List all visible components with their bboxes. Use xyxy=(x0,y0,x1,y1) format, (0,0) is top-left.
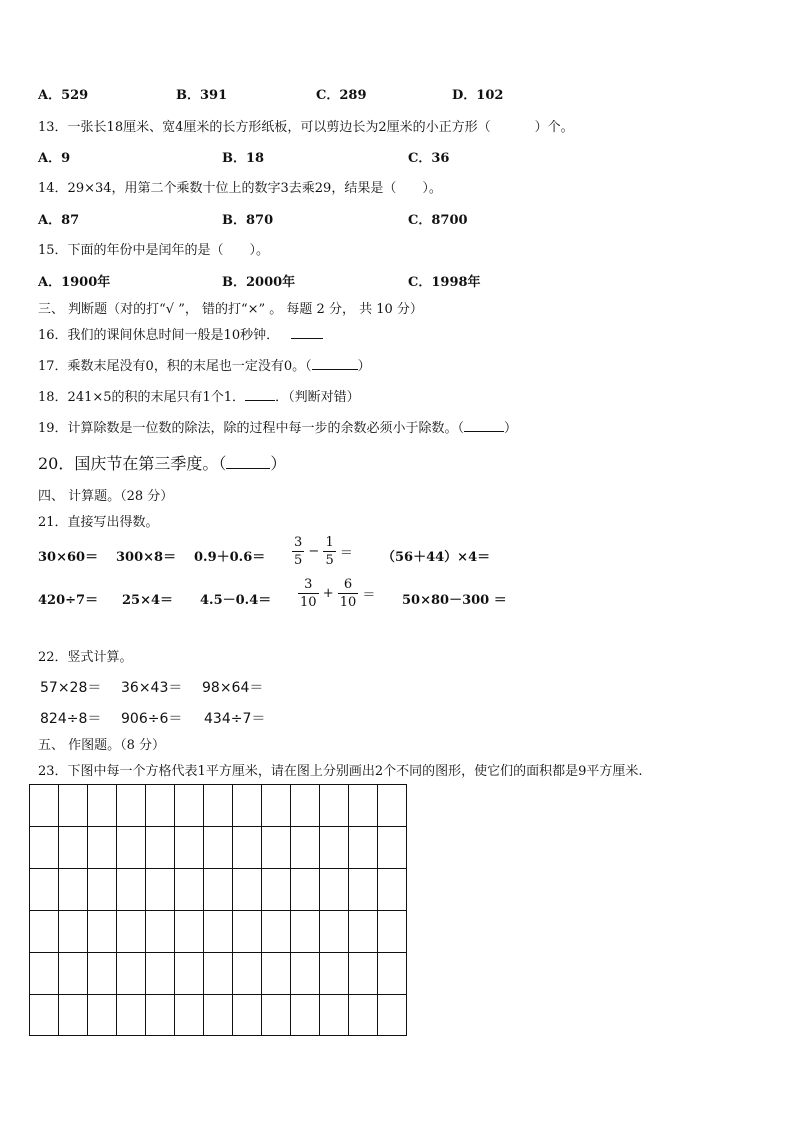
q15-option-b: B．2000年 xyxy=(222,275,296,290)
q21-title: 21．直接写出得数。 xyxy=(38,515,159,530)
q22-item: 434÷7＝ xyxy=(204,711,266,727)
fraction: $\frac{6}{10}$ xyxy=(339,577,357,610)
q12-option-d: D．102 xyxy=(452,88,504,103)
q17-text: 17．乘数末尾没有0，积的末尾也一定没有0。（ xyxy=(38,359,312,374)
drawing-grid[interactable] xyxy=(29,784,407,1036)
q22-item: 57×28＝ xyxy=(40,680,102,696)
q13-text-after: ）个。 xyxy=(534,120,574,135)
q21-item: 0.9＋0.6＝ xyxy=(194,550,266,565)
q22-item: 824÷8＝ xyxy=(40,711,102,727)
q13-option-a: A．9 xyxy=(38,151,71,166)
q15-option-c: C．1998年 xyxy=(408,275,481,290)
q20-question xyxy=(38,451,286,474)
q21-item: 50×80－300 ＝ xyxy=(402,593,507,608)
q22-item: 906÷6＝ xyxy=(121,711,183,727)
q13-option-b: B．18 xyxy=(222,151,265,166)
section-4-heading: 四、 计算题。（28 分） xyxy=(38,489,174,504)
q19-paren-close: ） xyxy=(504,421,518,436)
equals-sign: ＝ xyxy=(339,546,353,561)
q18-answer-blank[interactable] xyxy=(245,388,275,401)
q22-title: 22．竖式计算。 xyxy=(38,650,133,665)
q17-answer-blank[interactable] xyxy=(312,357,358,370)
q16-question xyxy=(38,324,323,343)
operator: − xyxy=(308,544,320,559)
q18-text-end: ．（判断对错） xyxy=(275,390,360,405)
section-3-heading: 三、 判断题（对的打“√ ”， 错的打“×” 。 每题 2 分， 共 10 分） xyxy=(38,302,423,317)
q21-item: （56＋44）×4＝ xyxy=(382,550,491,565)
q12-option-a: A．529 xyxy=(38,88,89,103)
q20-paren-close: ） xyxy=(270,454,287,473)
q17-paren-close: ） xyxy=(357,359,371,374)
equals-sign: ＝ xyxy=(362,588,376,603)
q20-answer-blank[interactable] xyxy=(226,454,270,469)
q23-question: 23．下图中每一个方格代表1平方厘米，请在图上分别画出2个不同的图形，使它们的面积都是9平方厘米. xyxy=(38,764,643,779)
q15-option-a: A．1900年 xyxy=(38,275,111,290)
q18-text: 18．241×5的积的末尾只有1个1． xyxy=(38,390,246,405)
q12-option-b: B．391 xyxy=(176,88,228,103)
q14-option-c: C．8700 xyxy=(408,213,468,228)
q13-question xyxy=(38,116,574,135)
q15-question: 15．下面的年份中是闰年的是（ ）。 xyxy=(38,243,270,258)
q21-item: 420÷7＝ xyxy=(38,593,99,608)
q20-text: 20．国庆节在第三季度。（ xyxy=(38,454,227,473)
q22-item: 98×64＝ xyxy=(202,680,264,696)
q22-item: 36×43＝ xyxy=(121,680,183,696)
operator: + xyxy=(322,586,334,601)
q21-item: 300×8＝ xyxy=(116,550,177,565)
q14-question: 14．29×34，用第二个乘数十位上的数字3去乘29，结果是（ ）。 xyxy=(38,181,442,196)
q12-option-c: C．289 xyxy=(316,88,367,103)
q19-question xyxy=(38,417,517,436)
fraction: $\frac{1}{5}$ xyxy=(325,535,334,568)
q21-item: 30×60＝ xyxy=(38,550,99,565)
q16-text: 16．我们的课间休息时间一般是10秒钟． xyxy=(38,328,280,343)
q17-question xyxy=(38,355,371,374)
q14-option-a: A．87 xyxy=(38,213,80,228)
q18-question xyxy=(38,386,360,405)
q21-fraction-expression xyxy=(298,578,375,609)
q13-option-c: C．36 xyxy=(408,151,450,166)
q19-text: 19．计算除数是一位数的除法，除的过程中每一步的余数必须小于除数。（ xyxy=(38,421,465,436)
fraction: $\frac{3}{5}$ xyxy=(294,535,303,568)
q16-answer-blank[interactable] xyxy=(291,326,323,339)
q21-item: 25×4＝ xyxy=(122,593,174,608)
section-5-heading: 五、 作图题。（8 分） xyxy=(38,738,166,753)
q13-text-before: 13．一张长18厘米、宽4厘米的长方形纸板，可以剪边长为2厘米的小正方形（ xyxy=(38,120,491,135)
q14-option-b: B．870 xyxy=(222,213,274,228)
q21-fraction-expression xyxy=(292,536,353,567)
q21-item: 4.5－0.4＝ xyxy=(200,593,272,608)
fraction: $\frac{3}{10}$ xyxy=(300,577,317,610)
q19-answer-blank[interactable] xyxy=(464,419,504,432)
